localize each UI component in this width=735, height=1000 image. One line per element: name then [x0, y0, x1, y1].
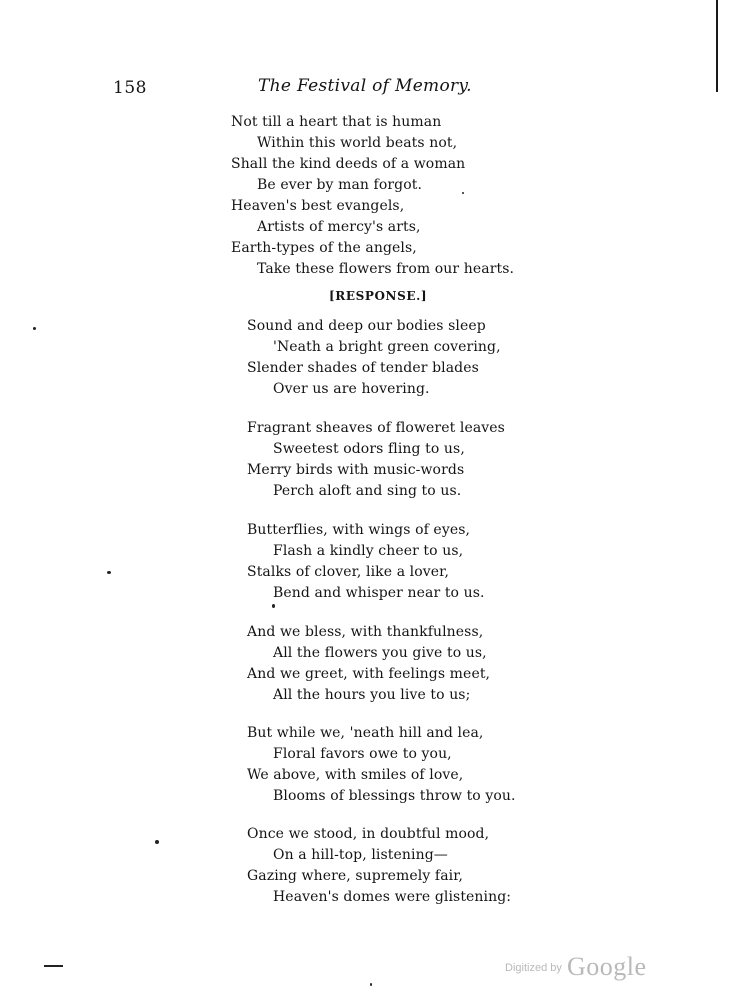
margin-rule — [716, 0, 718, 92]
poem-line: Fragrant sheaves of floweret leaves — [247, 420, 505, 436]
poem-line: And we bless, with thankfulness, — [247, 624, 484, 640]
response-heading: [RESPONSE.] — [329, 289, 428, 303]
poem-line: Earth-types of the angels, — [231, 240, 417, 256]
poem-line: Over us are hovering. — [273, 381, 430, 397]
scan-speck — [370, 983, 372, 986]
poem-line: Stalks of clover, like a lover, — [247, 564, 449, 580]
poem-line: All the hours you live to us; — [273, 687, 471, 703]
poem-line: Shall the kind deeds of a woman — [231, 156, 466, 172]
scan-mark — [44, 965, 63, 967]
watermark-brand: Google — [566, 952, 647, 981]
poem-line: Flash a kindly cheer to us, — [273, 543, 464, 559]
poem-line: Sound and deep our bodies sleep — [247, 318, 486, 334]
poem-line: Sweetest odors fling to us, — [273, 441, 465, 457]
watermark-prefix: Digitized by — [505, 962, 562, 974]
poem-line: Heaven's domes were glistening: — [273, 889, 512, 905]
poem-line: Not till a heart that is human — [231, 114, 442, 130]
scan-speck — [107, 571, 111, 574]
poem-line: Blooms of blessings throw to you. — [273, 788, 516, 804]
poem-line: All the flowers you give to us, — [273, 645, 487, 661]
poem-line: Merry birds with music-words — [247, 462, 465, 478]
page-number: 158 — [113, 78, 147, 98]
poem-line: Butterflies, with wings of eyes, — [247, 522, 471, 538]
poem-line: And we greet, with feelings meet, — [247, 666, 491, 682]
poem-line: Bend and whisper near to us. — [273, 585, 485, 601]
poem-line: Perch aloft and sing to us. — [273, 483, 462, 499]
poem-line: Gazing where, supremely fair, — [247, 868, 464, 884]
scan-speck — [272, 604, 275, 608]
poem-line: Artists of mercy's arts, — [257, 219, 421, 235]
poem-line: Once we stood, in doubtful mood, — [247, 826, 490, 842]
scan-speck — [462, 192, 464, 194]
poem-line: Heaven's best evangels, — [231, 198, 405, 214]
poem-line: Floral favors owe to you, — [273, 746, 452, 762]
scan-speck — [155, 840, 159, 844]
poem-line: Take these flowers from our hearts. — [257, 261, 515, 277]
poem-line: 'Neath a bright green covering, — [273, 339, 501, 355]
poem-line: We above, with smiles of love, — [247, 767, 464, 783]
running-title: The Festival of Memory. — [258, 76, 472, 96]
digitized-watermark — [505, 952, 647, 982]
poem-line: Be ever by man forgot. — [257, 177, 423, 193]
scan-speck — [33, 327, 36, 330]
poem-line: But while we, 'neath hill and lea, — [247, 725, 484, 741]
poem-line: Slender shades of tender blades — [247, 360, 479, 376]
poem-line: On a hill-top, listening— — [273, 847, 448, 863]
poem-line: Within this world beats not, — [257, 135, 458, 151]
